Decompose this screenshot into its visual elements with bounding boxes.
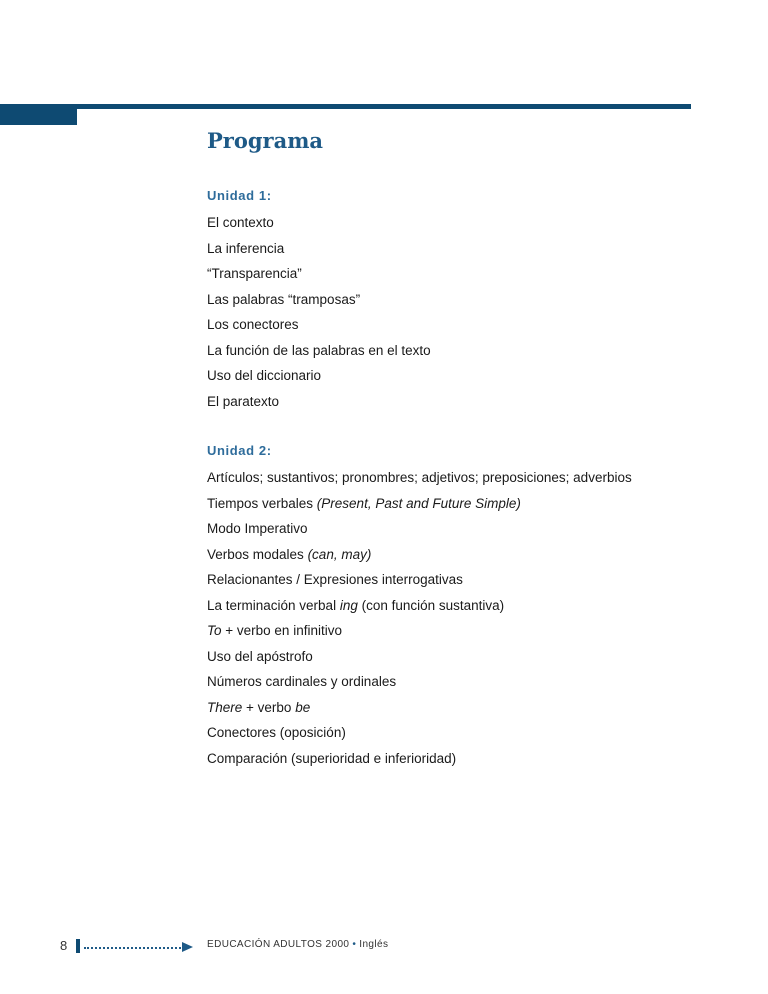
top-rule [0,104,691,109]
topic-item [207,338,727,364]
topic-item [207,516,727,542]
topic-italic-text: ing [339,597,358,613]
topic-item [207,669,727,695]
topic-text: Comparación (superioridad e inferioridad) [207,750,457,766]
topic-italic-text: There [207,699,243,715]
topic-item [207,542,727,568]
topic-item [207,287,727,313]
topic-text: Números cardinales y ordinales [207,674,397,689]
topic-text: Verbos modales [207,546,308,562]
unit-2-section [207,441,727,771]
topic-item [207,618,727,644]
topic-text: Uso del apóstrofo [207,648,313,664]
topic-text: La terminación verbal [207,597,340,613]
program-content [207,126,727,771]
topic-item [207,363,727,389]
page-title: Programa [207,128,324,153]
topic-text: Conectores (oposición) [207,725,346,740]
topic-text: Artículos; sustantivos; pronombres; adjetivos; preposiciones; adverbios [207,470,632,485]
subject-name: Inglés [359,939,389,950]
topic-italic-text: (Present, Past and Future Simple) [316,495,521,511]
topic-italic-text: be [295,699,311,715]
topic-list [207,465,727,771]
publication-name: EDUCACIÓN ADULTOS 2000 [207,939,350,950]
topic-text: La inferencia [207,240,285,256]
arrow-icon [182,942,193,952]
topic-item [207,236,727,262]
topic-text: + verbo en infinitivo [221,623,342,638]
topic-text: El paratexto [207,393,280,409]
unit-heading: Unidad 2: [207,443,272,458]
topic-italic-text: (can, may) [307,546,372,562]
topic-item [207,720,727,746]
topic-item [207,210,727,236]
topic-item [207,695,727,721]
footer-dotted-line [84,947,184,949]
topic-item [207,261,727,287]
topic-text: Modo Imperativo [207,521,308,536]
topic-item [207,389,727,415]
topic-item [207,644,727,670]
topic-item [207,465,727,491]
page-number: 8 [60,938,68,953]
page-footer [0,937,768,957]
topic-text: La función de las palabras en el texto [207,342,431,358]
topic-item [207,746,727,772]
topic-italic-text: To [207,623,222,638]
topic-item [207,491,727,517]
unit-heading: Unidad 1: [207,188,272,203]
topic-text: El contexto [207,215,274,230]
topic-text: Tiempos verbales [207,495,317,511]
top-accent-block [0,104,77,125]
topic-text: Uso del diccionario [207,368,322,383]
topic-text: Relacionantes / Expresiones interrogativas [207,572,463,587]
topic-item [207,567,727,593]
topic-text: (con función sustantiva) [357,597,505,613]
footer-marker-bar [76,939,80,953]
topic-list [207,210,727,414]
unit-1-section [207,186,727,414]
topic-text: Las palabras “tramposas” [207,291,361,307]
bullet-icon: • [352,939,357,950]
footer-publication [207,939,388,950]
topic-item [207,593,727,619]
topic-text: + verbo [242,699,296,715]
topic-item [207,312,727,338]
topic-text: Los conectores [207,317,299,332]
topic-text: “Transparencia” [207,266,302,281]
